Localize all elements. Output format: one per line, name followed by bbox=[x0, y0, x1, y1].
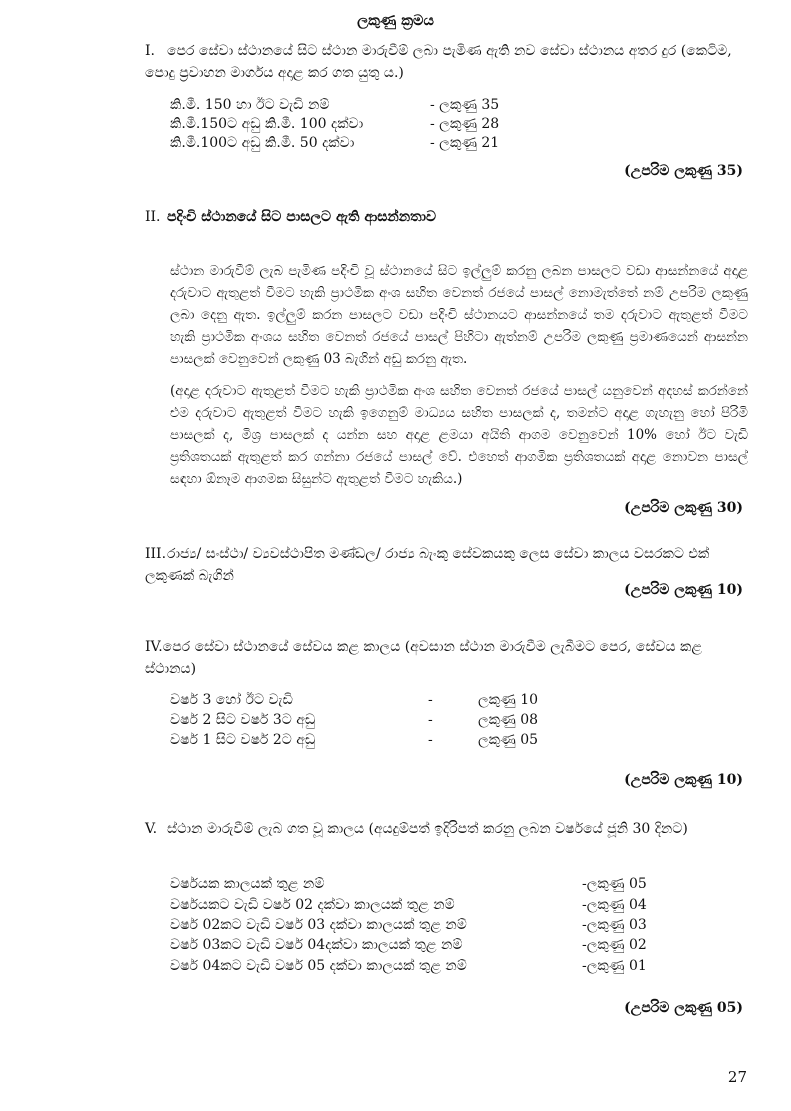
section-number: III. bbox=[145, 546, 167, 562]
section-number: IV. bbox=[145, 639, 163, 655]
section-1-max-points: (උපරිම ලකුණු 35) bbox=[624, 163, 743, 179]
section-4-max-points: (උපරිම ලකුණු 10) bbox=[624, 772, 743, 788]
section-2-paragraph: ස්ථාන මාරුවීම් ලැබ පැමිණ පදිංචි වූ ස්ථානයේ සිට ඉල්ලුම් කරනු ලබන පාසලට වඩා ආසන්නයේ අදාළ දරුවාට ඇතුළත් වීමට හැකි ප්‍රාථමික අංශ සහිත වෙනත් රජයේ පාසල් නොමැත්තේ නම් උපරිම ලකුණු ලබා දෙනු ඇත. ඉල්ලුම් කරන පාසලට වඩා පදිංචි ස්ථානයට ආසන්නයේ තම දරුවාට ඇතුළත් වීමට හැකි ප්‍රාථමික අංශය සහිත වෙනත් රජයේ පාසල් පිහිටා ඇත්නම් උපරිම ලකුණු ප්‍රමාණයෙන් ආසන්න පාසලක් වෙනුවෙන් ලකුණු 03 බැගින් අඩු කරනු ඇත. bbox=[170, 263, 748, 367]
section-5-row-points: -ලකුණු 05 bbox=[582, 876, 647, 892]
section-5-row-condition: වර්ෂ 02කට වැඩි වර්ෂ 03 දක්වා කාලයක් තුළ නම් bbox=[170, 917, 467, 933]
section-4-row-condition: වර්ෂ 2 සිට වර්ෂ 3ට අඩු bbox=[170, 712, 316, 728]
section-1-row-points: - ලකුණු 28 bbox=[430, 116, 500, 132]
section-5-row-condition: වර්ෂ 04කට වැඩි වර්ෂ 05 දක්වා කාලයක් තුළ නම් bbox=[170, 958, 467, 974]
section-1-row-condition: කි.මී. 150 හා ඊට වැඩි නම් bbox=[170, 97, 330, 113]
section-5-row-condition: වර්ෂ 03කට වැඩි වර්ෂ 04දක්වා කාලයක් තුළ නම් bbox=[170, 937, 463, 953]
section-1-row-condition: කි.මී.150ට අඩු කි.මී. 100 දක්වා bbox=[170, 116, 364, 132]
section-5-heading bbox=[145, 818, 755, 840]
section-1-heading bbox=[145, 40, 755, 84]
section-4-row-condition: වර්ෂ 1 සිට වර්ෂ 2ට අඩු bbox=[170, 732, 316, 748]
section-text: පෙර සේවා ස්ථානයේ සිට ස්ථාන මාරුවීම් ලබා පැමිණ ඇති නව සේවා ස්ථානය අතර දුර (කෙටිම, පොදු ප්‍රවාහන මාර්ගය අදාළ කර ගත යුතු ය.) bbox=[145, 43, 732, 81]
section-1-row-points: - ලකුණු 21 bbox=[430, 135, 500, 151]
section-5-row-points: -ලකුණු 04 bbox=[582, 897, 647, 913]
section-4-row-dash: - bbox=[428, 692, 433, 708]
section-5-row-condition: වර්ෂයකට වැඩි වර්ෂ 02 දක්වා කාලයක් තුළ නම් bbox=[170, 897, 455, 913]
section-5-row-points: -ලකුණු 02 bbox=[582, 937, 647, 953]
section-3-heading bbox=[145, 543, 755, 587]
section-text: පදිංචි ස්ථානයේ සිට පාසලට ඇති ආසන්නතාව bbox=[167, 209, 437, 225]
section-4-row-points: ලකුණු 05 bbox=[478, 732, 539, 748]
section-4-row-points: ලකුණු 08 bbox=[478, 712, 539, 728]
section-3-max-points: (උපරිම ලකුණු 10) bbox=[624, 582, 743, 598]
section-4-row-dash: - bbox=[428, 732, 433, 748]
section-2-heading bbox=[145, 206, 755, 228]
page-title: ලකුණු ක්‍රමය bbox=[357, 12, 434, 29]
section-5-row-points: -ලකුණු 01 bbox=[582, 958, 647, 974]
section-number: I. bbox=[145, 43, 155, 59]
section-text: ස්ථාන මාරුවීම් ලැබ ගත වූ කාලය (අයදුම්පත් ඉදිරිපත් කරනු ලබන වර්ෂයේ ජූනි 30 දිනට) bbox=[167, 821, 688, 837]
page-number: 27 bbox=[727, 1068, 747, 1086]
section-4-row-dash: - bbox=[428, 712, 433, 728]
section-5-row-condition: වර්ෂයක කාලයක් තුළ නම් bbox=[170, 876, 325, 892]
section-2-note: (අදාළ දරුවාට ඇතුළත් වීමට හැකි ප්‍රාථමික අංශ සහිත වෙනත් රජයේ පාසල් යනුවෙන් අදහස් කරන්නේ එම දරුවාට ඇතුළත් වීමට හැකි ඉගෙනුම් මාධ්‍යය සහිත පාසලක් ද, තමන්ට අදාළ ගැහැනු හෝ පිරිමි පාසලක් ද, මිශ්‍ර පාසලක් ද යන්න සහ අදාළ ළමයා අයිති ආගම වෙනුවෙන් 10% හෝ ඊට වැඩි ප්‍රතිශතයක් ඇතුළත් කර ගන්නා රජයේ පාසල් වේ. එහෙත් ආගමික ප්‍රතිශතයක් අදාළ නොවන පාසල් සඳහා ඕනෑම ආගමක සිසුන්ට ඇතුළත් වීමට හැකිය.) bbox=[170, 383, 748, 487]
section-2-max-points: (උපරිම ලකුණු 30) bbox=[624, 500, 743, 516]
section-text: රාජ්‍ය/ සංස්ථා/ ව්‍යවස්ථාපිත මණ්ඩල/ රාජ්‍ය බැංකු සේවකයකු ලෙස සේවා කාලය වසරකට එක් ලකුණක් බැගින් bbox=[145, 546, 710, 584]
section-4-row-condition: වර්ෂ 3 හෝ ඊට වැඩි bbox=[170, 692, 293, 708]
section-5-row-points: -ලකුණු 03 bbox=[582, 917, 647, 933]
section-number: V. bbox=[145, 821, 158, 837]
section-4-heading bbox=[145, 636, 755, 680]
section-1-row-points: - ලකුණු 35 bbox=[430, 97, 500, 113]
section-5-max-points: (උපරිම ලකුණු 05) bbox=[624, 1000, 743, 1016]
section-1-row-condition: කි.මී.100ට අඩු කි.මී. 50 දක්වා bbox=[170, 135, 355, 151]
section-4-row-points: ලකුණු 10 bbox=[478, 692, 539, 708]
section-text: පෙර සේවා ස්ථානයේ සේවය කළ කාලය (අවසාන ස්ථාන මාරුවීම ලැබීමට පෙර, සේවය කළ ස්ථානය) bbox=[145, 639, 703, 677]
section-number: II. bbox=[145, 209, 161, 225]
